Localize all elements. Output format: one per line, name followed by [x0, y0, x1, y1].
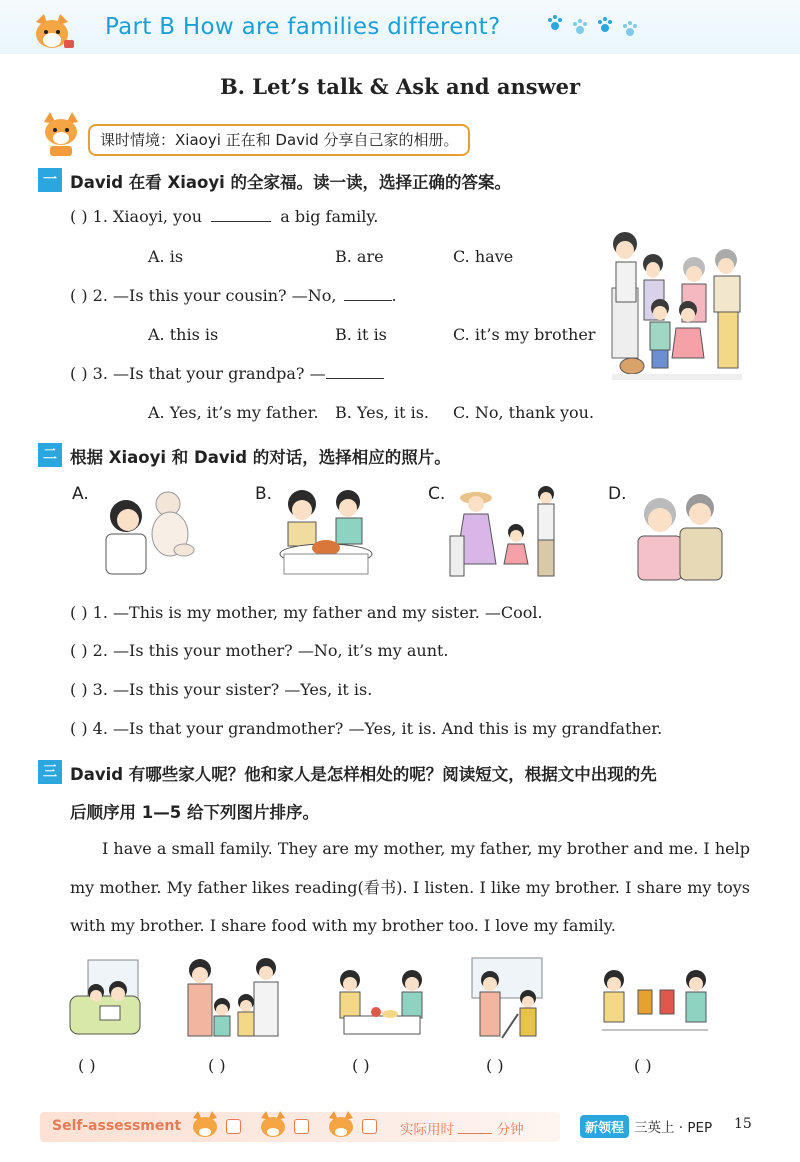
photo-label-a: A. [72, 484, 89, 504]
paw-prints-icon [545, 12, 645, 42]
page-number: 15 [734, 1116, 752, 1132]
time-blank[interactable] [458, 1122, 492, 1134]
photo-a-mother-baby[interactable] [96, 484, 206, 576]
answer-paren[interactable]: ( ) [70, 286, 88, 305]
option-b: B. Yes, it is. [335, 403, 429, 422]
option-c: C. it’s my brother [453, 325, 596, 344]
photo-label-b: B. [255, 484, 273, 504]
option-b: B. are [335, 247, 384, 266]
option-c: C. No, thank you. [453, 403, 595, 422]
match-item-4: ( ) 4. —Is that your grandmother? —Yes, it is. And this is my grandfather. [70, 719, 663, 738]
answer-paren[interactable]: ( ) [70, 680, 88, 699]
order-paren-3[interactable]: ( ) [352, 1056, 370, 1075]
match-item-2: ( ) 2. —Is this your mother? —No, it’s my aunt. [70, 641, 449, 660]
answer-blank[interactable] [326, 365, 384, 379]
answer-paren[interactable]: ( ) [70, 207, 88, 226]
section-1-badge: 一 [38, 168, 62, 192]
picture-helping-mother[interactable] [468, 954, 552, 1040]
order-paren-4[interactable]: ( ) [486, 1056, 504, 1075]
fox-mascot-icon [30, 12, 74, 54]
answer-paren[interactable]: ( ) [70, 641, 88, 660]
question-1-2: ( ) 2. —Is this your cousin? —No, . [70, 286, 397, 305]
photo-label-c: C. [428, 484, 446, 504]
answer-blank[interactable] [344, 287, 392, 301]
reading-passage: I have a small family. They are my mother, my father, my brother and me. I help my mother. My father likes reading(看书). I listen. I like my brother. I share my toys with my brother. I share food with my brother too. I love my family. [70, 839, 750, 935]
page-title: Part B How are families different? [105, 14, 501, 40]
match-item-1: ( ) 1. —This is my mother, my father and my sister. —Cool. [70, 603, 543, 622]
photo-b-dinner[interactable] [276, 484, 376, 576]
picture-reading-father[interactable] [66, 956, 152, 1040]
picture-sharing-toys[interactable] [598, 966, 712, 1036]
option-a: A. is [148, 247, 184, 266]
fox-reading-icon [38, 112, 84, 158]
time-spent: 实际用时 分钟 [400, 1122, 524, 1138]
match-item-3: ( ) 3. —Is this your sister? —Yes, it is. [70, 680, 373, 699]
lesson-heading: B. Let’s talk & Ask and answer [219, 74, 581, 99]
answer-paren[interactable]: ( ) [70, 719, 88, 738]
picture-sharing-food[interactable] [330, 966, 434, 1036]
answer-paren[interactable]: ( ) [70, 364, 88, 383]
rating-checkbox-2[interactable] [294, 1119, 309, 1134]
order-paren-1[interactable]: ( ) [78, 1056, 96, 1075]
fox-face-icon [326, 1110, 356, 1140]
photo-c-travel[interactable] [446, 484, 566, 584]
answer-blank[interactable] [211, 208, 271, 222]
order-paren-2[interactable]: ( ) [208, 1056, 226, 1075]
fox-face-icon [258, 1110, 288, 1140]
photo-d-grandparents[interactable] [630, 484, 730, 582]
question-1-3: ( ) 3. —Is that your grandpa? — [70, 364, 384, 383]
section-2-instruction: 根据 Xiaoyi 和 David 的对话，选择相应的照片。 [70, 448, 451, 467]
fox-face-icon [190, 1110, 220, 1140]
option-a: A. Yes, it’s my father. [148, 403, 319, 422]
section-1-instruction: David 在看 Xiaoyi 的全家福。读一读，选择正确的答案。 [70, 173, 512, 192]
section-3-instruction-line2: 后顺序用 1—5 给下列图片排序。 [70, 803, 319, 822]
book-label: 三英上 · PEP [634, 1120, 713, 1136]
answer-paren[interactable]: ( ) [70, 603, 88, 622]
rating-checkbox-3[interactable] [362, 1119, 377, 1134]
order-paren-5[interactable]: ( ) [634, 1056, 652, 1075]
brand-badge: 新领程 [580, 1115, 629, 1138]
option-a: A. this is [148, 325, 219, 344]
section-2-badge: 二 [38, 443, 62, 467]
photo-label-d: D. [608, 484, 627, 504]
context-box: 课时情境：Xiaoyi 正在和 David 分享自己家的相册。 [88, 124, 470, 156]
family-photo-illustration [608, 228, 750, 386]
picture-family[interactable] [180, 956, 284, 1040]
option-b: B. it is [335, 325, 387, 344]
question-1-1: ( ) 1. Xiaoyi, you a big family. [70, 207, 379, 226]
self-assessment-label: Self-assessment [52, 1118, 182, 1134]
section-3-instruction-line1: David 有哪些家人呢？他和家人是怎样相处的呢？阅读短文，根据文中出现的先 [70, 765, 657, 784]
option-c: C. have [453, 247, 514, 266]
section-3-badge: 三 [38, 760, 62, 784]
rating-checkbox-1[interactable] [226, 1119, 241, 1134]
